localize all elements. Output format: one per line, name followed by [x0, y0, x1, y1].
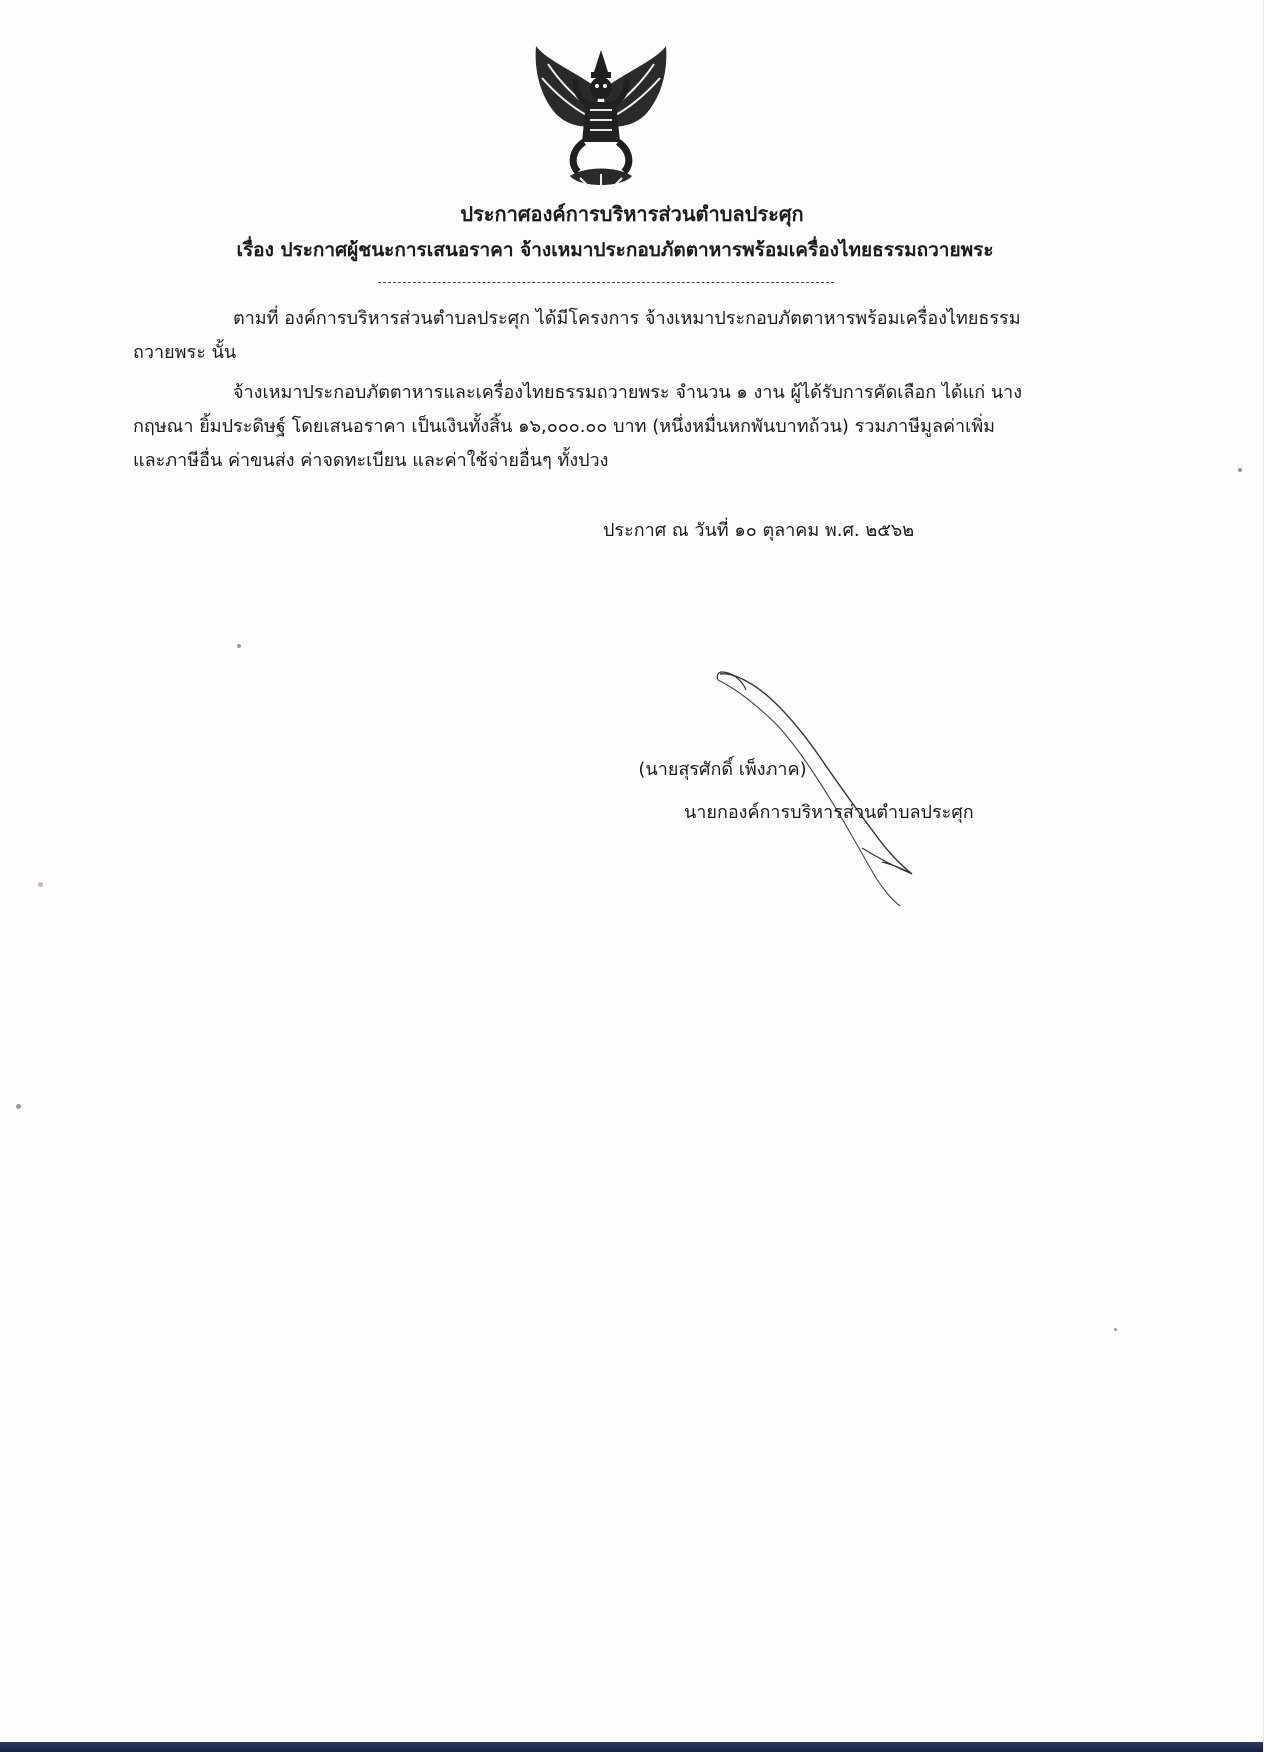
announcement-subject: เรื่อง ประกาศผู้ชนะการเสนอราคา จ้างเหมาประกอบภัตตาหารพร้อมเครื่องไทยธรรมถวายพระ — [236, 239, 994, 261]
scan-speck — [1238, 468, 1242, 472]
signatory-title: นายกองค์การบริหารส่วนตำบลประศุก — [684, 802, 974, 823]
announcement-title: ประกาศองค์การบริหารส่วนตำบลประศุก — [460, 202, 804, 226]
garuda-emblem-icon — [530, 42, 672, 194]
scan-bottom-edge — [0, 1742, 1263, 1752]
scan-speck — [38, 882, 43, 887]
scan-speck — [237, 644, 241, 648]
scan-speck — [1114, 1328, 1117, 1331]
scan-speck — [16, 1104, 21, 1109]
handwritten-signature — [712, 668, 932, 908]
paragraph-line: ตามที่ องค์การบริหารส่วนตำบลประศุก ได้มีโครงการ จ้างเหมาประกอบภัตตาหารพร้อมเครื่องไทยธรรม — [233, 308, 1021, 329]
paragraph-project — [133, 302, 1073, 370]
paragraph-winner — [133, 376, 1073, 478]
announcement-date: ประกาศ ณ วันที่ ๑๐ ตุลาคม พ.ศ. ๒๕๖๒ — [603, 520, 915, 541]
dashed-divider — [378, 282, 834, 283]
signatory-name: (นายสุรศักดิ์ เพ็งภาค) — [638, 759, 807, 780]
paragraph-line: และภาษีอื่น ค่าขนส่ง ค่าจดทะเบียน และค่าใช้จ่ายอื่นๆ ทั้งปวง — [133, 450, 609, 471]
paragraph-line: ถวายพระ นั้น — [133, 342, 237, 363]
paragraph-line: กฤษณา ยิ้มประดิษฐ์ โดยเสนอราคา เป็นเงินทั้งสิ้น ๑๖,๐๐๐.๐๐ บาท (หนึ่งหมื่นหกพันบาทถ้วน) รวมภาษีมูลค่าเพิ่ม — [133, 416, 996, 437]
paragraph-line: จ้างเหมาประกอบภัตตาหารและเครื่องไทยธรรมถวายพระ จำนวน ๑ งาน ผู้ได้รับการคัดเลือก ได้แก่ นาง — [233, 382, 1023, 403]
